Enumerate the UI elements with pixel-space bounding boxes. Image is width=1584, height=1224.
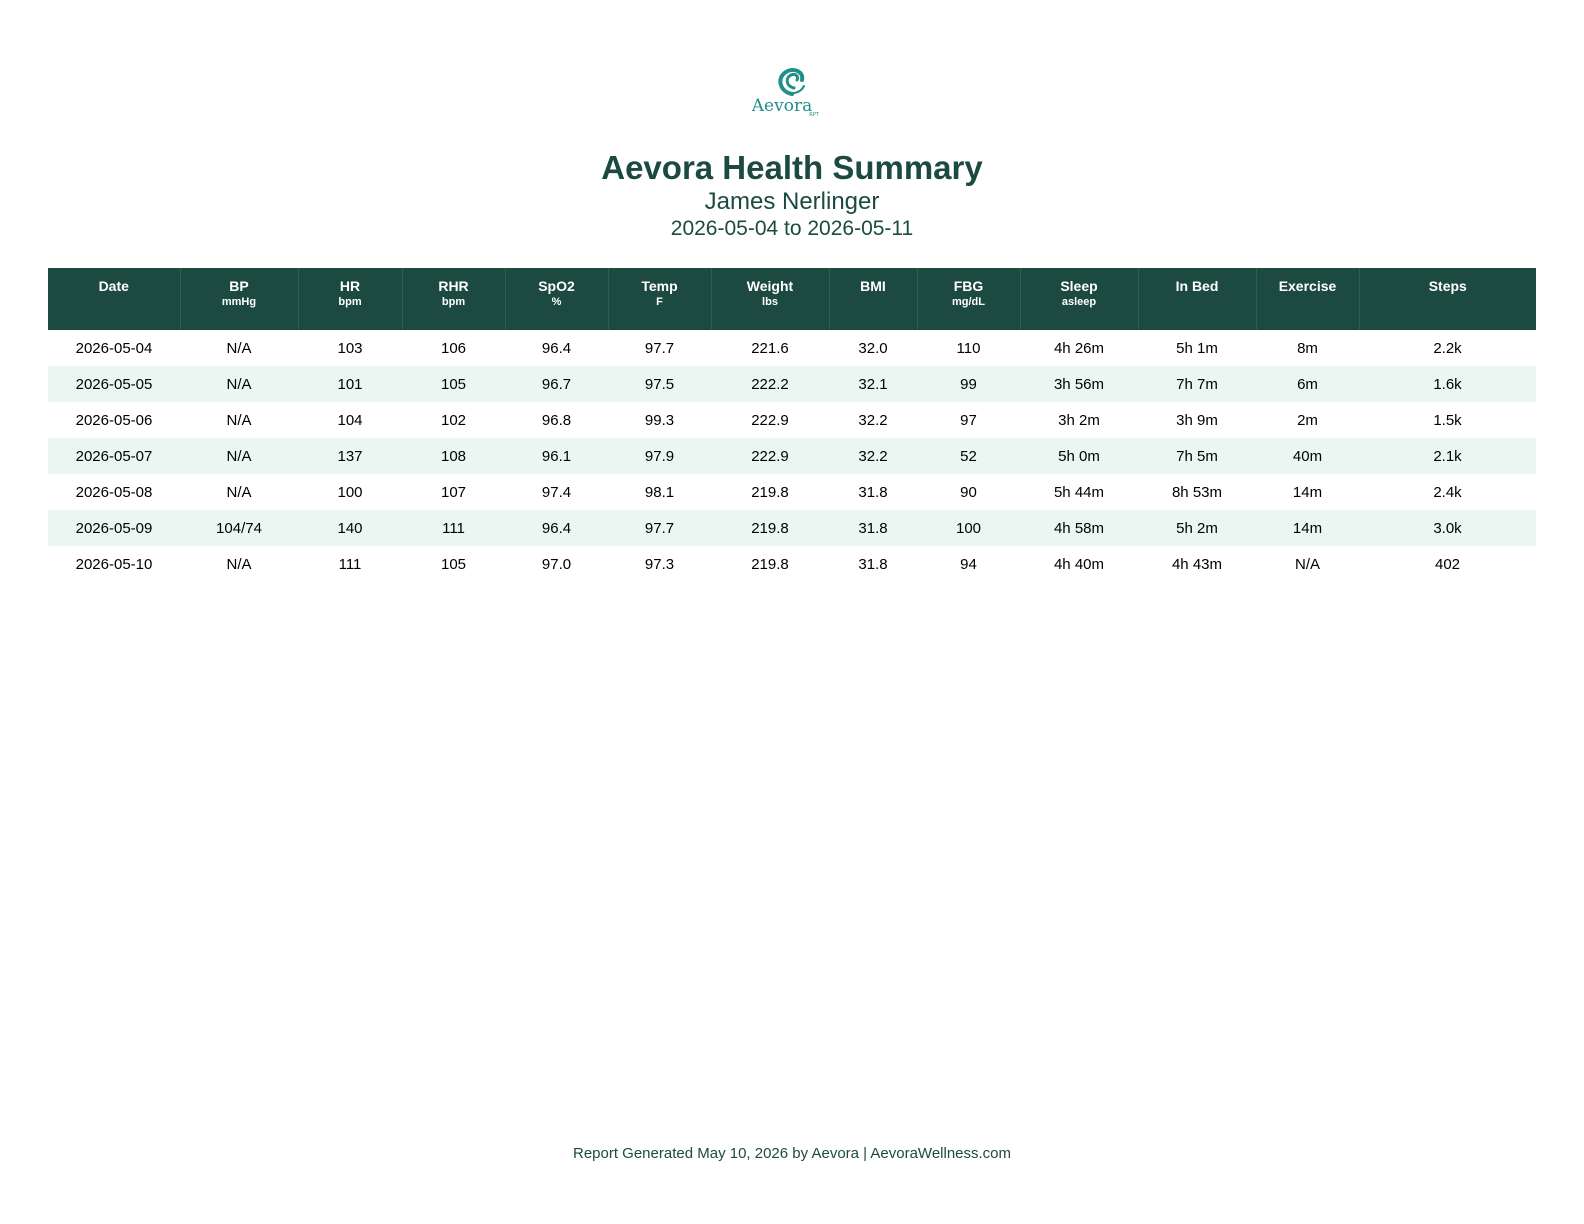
column-header-in-bed: [1138, 268, 1256, 330]
table-cell: 2026-05-08: [75, 483, 153, 501]
table-cell: 5h 0m: [1020, 438, 1138, 474]
column-label: BMI: [860, 278, 886, 294]
table-cell: 94: [960, 555, 977, 573]
table-cell: 99: [917, 366, 1020, 402]
table-cell: 2026-05-09: [48, 510, 180, 546]
table-row: [48, 510, 1536, 546]
table-cell: 2026-05-06: [75, 411, 153, 429]
table-cell: 96.1: [505, 438, 608, 474]
column-label: BP: [229, 278, 249, 294]
table-cell: 8m: [1297, 339, 1318, 357]
table-cell: 6m: [1256, 366, 1359, 402]
table-cell: 32.2: [858, 411, 888, 429]
table-cell: 14m: [1256, 510, 1359, 546]
table-cell: 104: [337, 411, 363, 429]
table-cell: 96.4: [541, 339, 572, 357]
table-cell: 2.2k: [1433, 339, 1462, 357]
table-cell: N/A: [1294, 555, 1320, 573]
column-unit: bpm: [338, 296, 362, 308]
table-cell: N/A: [226, 483, 252, 501]
table-cell: 4h 40m: [1053, 555, 1105, 573]
column-label: Steps: [1428, 278, 1467, 294]
table-cell: 107: [440, 483, 467, 501]
table-cell: 2.1k: [1359, 438, 1536, 474]
table-cell: 40m: [1256, 438, 1359, 474]
table-cell: 2.4k: [1433, 483, 1462, 501]
table-cell: 100: [917, 510, 1020, 546]
table-cell: 4h 43m: [1171, 555, 1223, 573]
column-header-fbg: [917, 268, 1020, 330]
table-cell: N/A: [226, 411, 252, 429]
table-cell: 111: [402, 510, 505, 546]
column-label: Exercise: [1278, 278, 1337, 294]
table-cell: 97.3: [644, 555, 675, 573]
table-cell: 222.2: [711, 366, 829, 402]
table-cell: 105: [402, 366, 505, 402]
table-cell: N/A: [180, 366, 298, 402]
table-cell: 101: [298, 366, 402, 402]
table-cell: 219.8: [711, 510, 829, 546]
report-title: Aevora Health Summary: [601, 149, 983, 186]
table-cell: 3.0k: [1359, 510, 1536, 546]
column-unit: bpm: [441, 296, 466, 308]
table-cell: 137: [298, 438, 402, 474]
table-cell: 5h 1m: [1176, 339, 1218, 357]
column-header-steps: [1359, 268, 1536, 330]
table-cell: 105: [440, 555, 467, 573]
table-cell: 31.8: [829, 510, 917, 546]
column-unit: mg/dL: [952, 296, 985, 308]
table-cell: 2026-05-07: [48, 438, 180, 474]
table-row: [48, 330, 1536, 366]
column-label: Date: [98, 278, 129, 294]
table-cell: 97.7: [644, 339, 675, 357]
table-cell: 5h 44m: [1053, 483, 1105, 501]
table-cell: 97.5: [608, 366, 711, 402]
table-cell: 8h 53m: [1171, 483, 1223, 501]
column-label: In Bed: [1175, 278, 1219, 294]
column-unit: %: [551, 296, 562, 308]
table-cell: 97.7: [608, 510, 711, 546]
table-cell: 90: [960, 483, 977, 501]
date-range: 2026-05-04 to 2026-05-11: [670, 217, 914, 240]
table-cell: 2026-05-05: [48, 366, 180, 402]
table-cell: 96.8: [541, 411, 572, 429]
table-row: [48, 474, 1536, 510]
table-cell: 32.1: [829, 366, 917, 402]
table-cell: 103: [337, 339, 363, 357]
table-cell: 4h 26m: [1053, 339, 1105, 357]
table-cell: 104/74: [180, 510, 298, 546]
table-cell: 96.7: [505, 366, 608, 402]
table-cell: 100: [337, 483, 363, 501]
table-cell: N/A: [226, 555, 252, 573]
column-header-date: [48, 268, 180, 330]
table-cell: 221.6: [751, 339, 789, 357]
report-header: [0, 148, 1584, 242]
table-cell: 1.5k: [1433, 411, 1462, 429]
table-row: [48, 546, 1536, 582]
table-body: [48, 330, 1536, 582]
column-header-bmi: [829, 268, 917, 330]
table-cell: 97.9: [608, 438, 711, 474]
table-cell: 140: [298, 510, 402, 546]
table-cell: 99.3: [644, 411, 675, 429]
column-unit: lbs: [762, 296, 778, 308]
column-header-weight: [711, 268, 829, 330]
table-cell: 3h 2m: [1058, 411, 1100, 429]
patient-name: James Nerlinger: [704, 188, 880, 215]
table-header-row: [48, 268, 1536, 330]
column-header-sleep: [1020, 268, 1138, 330]
table-cell: 14m: [1292, 483, 1323, 501]
table-cell: 2026-05-10: [75, 555, 153, 573]
column-label: RHR: [438, 278, 469, 294]
column-label: SpO2: [538, 278, 575, 294]
table-cell: 5h 2m: [1138, 510, 1256, 546]
table-cell: 52: [917, 438, 1020, 474]
table-cell: 96.4: [505, 510, 608, 546]
column-label: Temp: [641, 278, 678, 294]
table-cell: 3h 56m: [1020, 366, 1138, 402]
table-cell: 402: [1434, 555, 1461, 573]
table-cell: 111: [338, 555, 362, 573]
table-row: [48, 438, 1536, 474]
table-cell: 97.0: [541, 555, 572, 573]
table-cell: 219.8: [751, 483, 789, 501]
aevora-swirl-icon: [752, 66, 832, 122]
table-cell: 98.1: [644, 483, 675, 501]
table-cell: 106: [440, 339, 467, 357]
table-cell: 7h 5m: [1138, 438, 1256, 474]
column-label: Sleep: [1060, 278, 1098, 294]
table-cell: 4h 58m: [1020, 510, 1138, 546]
table-cell: N/A: [180, 438, 298, 474]
column-unit: mmHg: [221, 296, 257, 308]
table-cell: N/A: [226, 339, 252, 357]
table-row: [48, 402, 1536, 438]
table-cell: 31.8: [858, 555, 888, 573]
table-cell: 1.6k: [1359, 366, 1536, 402]
table-row: [48, 366, 1536, 402]
column-label: Weight: [746, 278, 794, 294]
column-unit: asleep: [1061, 296, 1097, 308]
column-header-exercise: [1256, 268, 1359, 330]
column-unit: F: [656, 296, 663, 308]
table-cell: 102: [440, 411, 467, 429]
column-label: HR: [339, 278, 361, 294]
column-header-bp: [180, 268, 298, 330]
column-header-hr: [298, 268, 402, 330]
column-label: FBG: [953, 278, 984, 294]
table-cell: 3h 9m: [1176, 411, 1218, 429]
table-cell: 32.0: [858, 339, 888, 357]
table-cell: 108: [402, 438, 505, 474]
column-header-temp: [608, 268, 711, 330]
health-summary-table: [48, 268, 1536, 582]
table-cell: 97.4: [541, 483, 572, 501]
table-cell: 2m: [1297, 411, 1318, 429]
table-cell: 97: [960, 411, 977, 429]
table-cell: 110: [956, 339, 981, 357]
table-cell: 2026-05-04: [75, 339, 153, 357]
table-cell: 32.2: [829, 438, 917, 474]
column-header-rhr: [402, 268, 505, 330]
table-cell: 222.9: [711, 438, 829, 474]
logo-wordmark: Aevora: [752, 96, 813, 116]
table-cell: 31.8: [858, 483, 888, 501]
logo-superscript: RPT: [809, 112, 819, 118]
column-header-spo2: [505, 268, 608, 330]
table-cell: 7h 7m: [1138, 366, 1256, 402]
table-cell: 219.8: [751, 555, 789, 573]
aevora-logo: [752, 66, 832, 122]
report-footer: Report Generated May 10, 2026 by Aevora | AevoraWellness.com: [572, 1145, 1012, 1162]
table-cell: 222.9: [751, 411, 789, 429]
